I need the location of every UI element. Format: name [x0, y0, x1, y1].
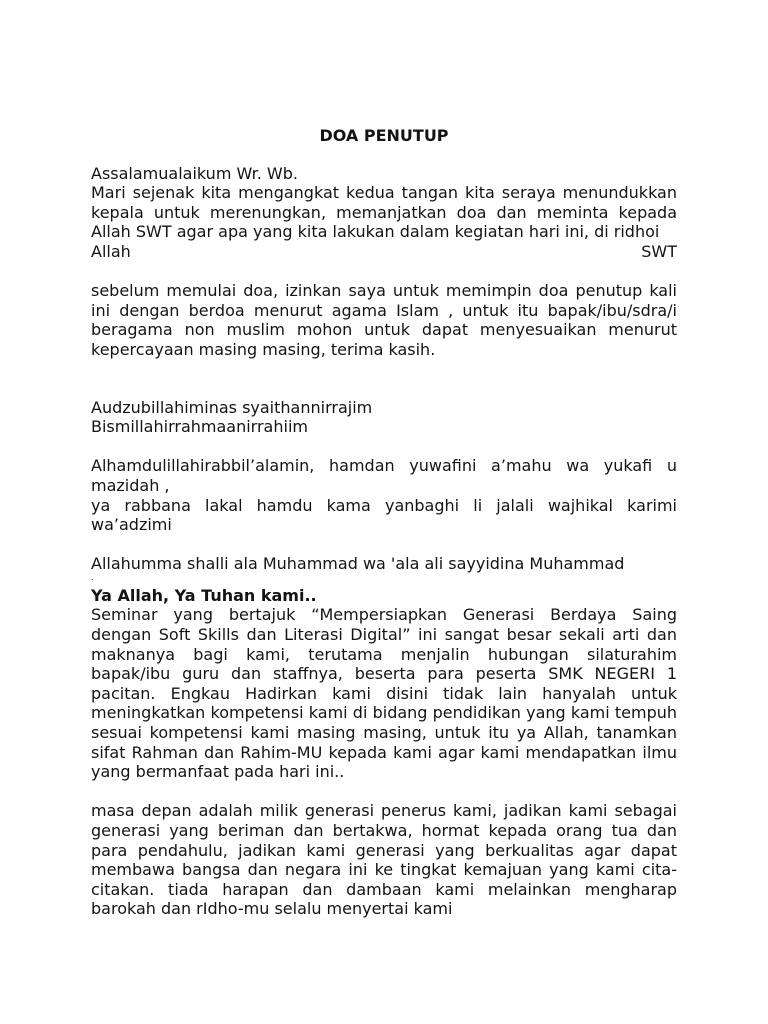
- opening-paragraph: sebelum memulai doa, izinkan saya untuk memimpin doa penutup kali ini dengan berdoa menurut agama Islam , untuk itu bapak/ibu/sdra/i beragama non muslim mohon untuk dapat menyesuaikan menurut kepercayaan masing masing, terima kasih.: [91, 281, 677, 359]
- hamdalah-line-2: ya rabbana lakal hamdu kama yanbaghi li jalali wajhikal karimi wa’adzimi: [91, 495, 677, 535]
- intro-paragraph-last-line: Allah SWT: [91, 241, 677, 261]
- spacer: [91, 437, 677, 457]
- prayer-heading: Ya Allah, Ya Tuhan kami..: [91, 585, 317, 605]
- document-page: [91, 126, 677, 919]
- seminar-paragraph: Seminar yang bertajuk “Mempersiapkan Generasi Berdaya Saing dengan Soft Skills dan Literasi Digital” ini sangat besar sekali arti dan maknanya bagi kami, terutama menjalin hubungan silaturahim bapak/ibu guru dan staffnya, beserta para peserta SMK NEGERI 1 pacitan. Engkau Hadirkan kami disini tidak lain hanyalah untuk meningkatkan kompetensi kami di bidang pendidikan yang kami tempuh sesuai kompetensi kami masing masing, untuk itu ya Allah, tanamkan sifat Rahman dan Rahim-MU kepada kami agar kami mendapatkan ilmu yang bermanfaat pada hari ini..: [91, 605, 677, 782]
- greeting: Assalamualaikum Wr. Wb.: [91, 163, 298, 183]
- hamdalah-line-1: Alhamdulillahirabbil’alamin, hamdan yuwafini a’mahu wa yukafi u mazidah ,: [91, 456, 677, 495]
- intro-paragraph: Mari sejenak kita mengangkat kedua tangan kita seraya menundukkan kepala untuk merenungkan, memanjatkan doa dan meminta kepada Allah SWT agar apa yang kita lakukan dalam kegiatan hari ini, di ridhoi: [91, 183, 677, 242]
- spacer: [91, 360, 677, 398]
- spacer: [91, 535, 677, 555]
- future-paragraph: masa depan adalah milik generasi penerus kami, jadikan kami sebagai generasi yang beriman dan bertakwa, hormat kepada orang tua dan para pendahulu, jadikan kami generasi yang berkualitas agar dapat membawa bangsa dan negara ini ke tingkat kemajuan yang kami cita-citakan. tiada harapan dan dambaan kami melainkan mengharap barokah dan rIdho-mu selalu menyertai kami: [91, 801, 677, 919]
- shalawat-line: Allahumma shalli ala Muhammad wa 'ala ali sayyidina Muhammad: [91, 554, 625, 574]
- spacer: [91, 262, 677, 282]
- document-title: DOA PENUTUP: [319, 126, 449, 145]
- shalawat-dot: .: [91, 572, 94, 582]
- basmalah-line: Bismillahirrahmaanirrahiim: [91, 417, 308, 437]
- spacer: [91, 782, 677, 802]
- taawudz-line: Audzubillahiminas syaithannirrajim: [91, 397, 373, 417]
